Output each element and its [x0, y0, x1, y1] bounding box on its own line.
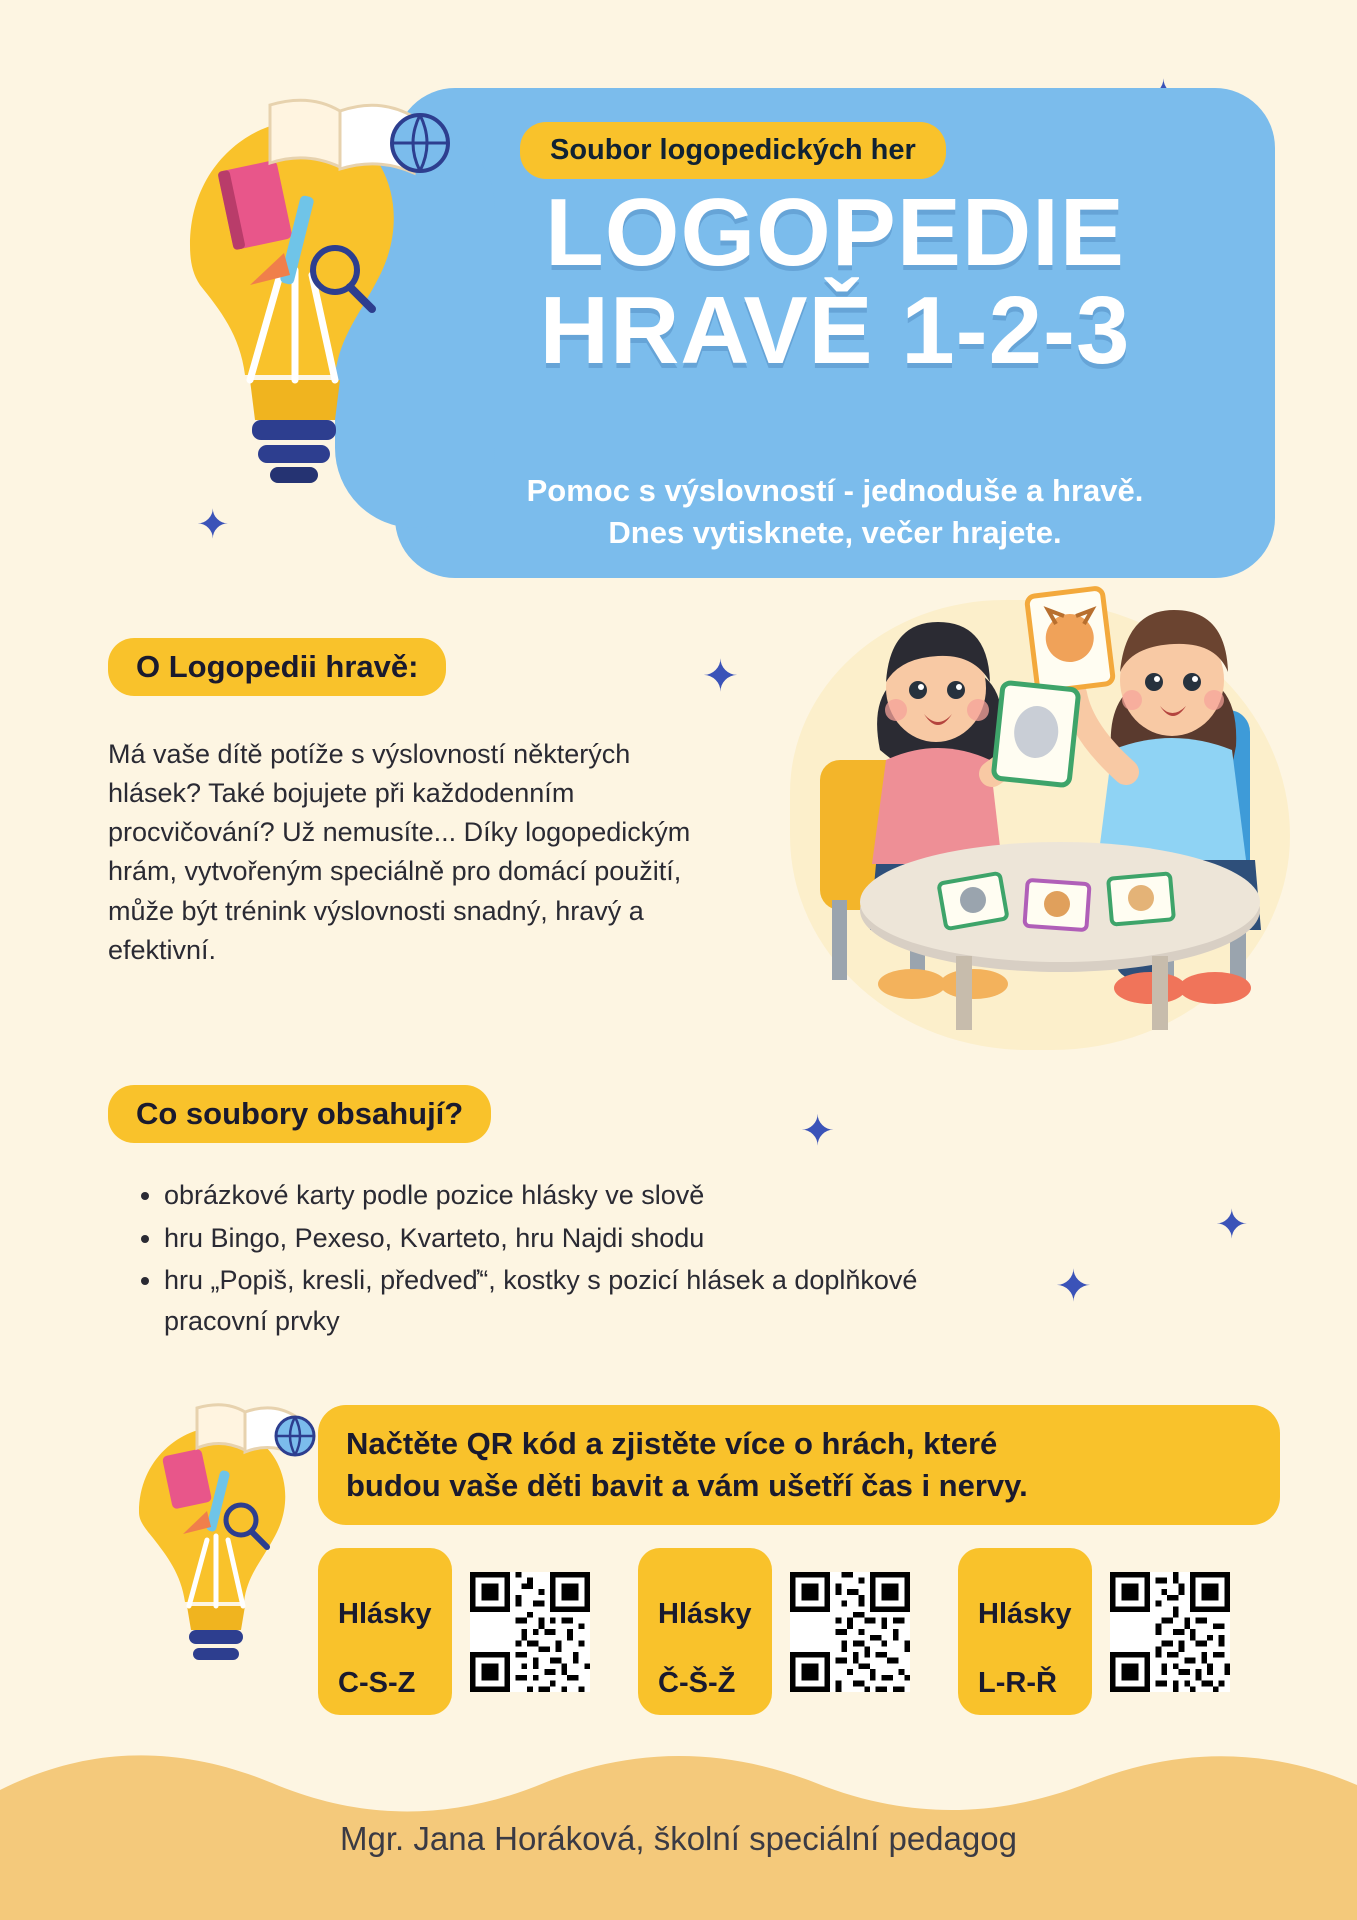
- qr-label-c-s-z: [318, 1548, 452, 1715]
- title-line-1: LOGOPEDIE: [545, 179, 1125, 286]
- qr-code-l-r-r[interactable]: [1110, 1572, 1230, 1692]
- footer-author: Mgr. Jana Horáková, školní speciální pedagog: [340, 1820, 1017, 1857]
- subtitle-line-1: Pomoc s výslovností - jednoduše a hravě.: [526, 473, 1144, 508]
- qr-item-l-r-r[interactable]: [958, 1548, 1230, 1715]
- qr-label-line-2: C-S-Z: [338, 1667, 416, 1700]
- list-item: • hru Bingo, Pexeso, Kvarteto, hru Najdi shodu: [164, 1218, 928, 1259]
- contains-section-title: Co soubory obsahují?: [108, 1085, 491, 1143]
- about-section-title: O Logopedii hravě:: [108, 638, 446, 696]
- qr-code-c-s-z-hacek[interactable]: [790, 1572, 910, 1692]
- qr-item-c-s-z-hacek[interactable]: [638, 1548, 910, 1715]
- sparkle-icon: ✦: [1215, 1203, 1249, 1247]
- qr-label-line-1: Hlásky: [338, 1597, 432, 1630]
- qr-label-line-2: Č-Š-Ž: [658, 1667, 736, 1700]
- qr-banner-line-1: Načtěte QR kód a zjistěte více o hrách, které: [346, 1426, 998, 1461]
- header-subtitle: [400, 470, 1270, 554]
- qr-banner: [318, 1405, 1280, 1525]
- qr-banner-line-2: budou vaše děti bavit a vám ušetří čas i nervy.: [346, 1467, 1028, 1503]
- sparkle-icon: ✦: [702, 652, 739, 701]
- list-item: • obrázkové karty podle pozice hlásky ve slově: [164, 1175, 928, 1216]
- qr-label-line-1: Hlásky: [658, 1597, 752, 1630]
- header-badge: Soubor logopedických her: [520, 122, 946, 179]
- title-line-2: HRAVĚ 1-2-3: [539, 277, 1131, 384]
- list-item: • hru „Popiš, kresli, předveď“, kostky s pozicí hlásek a doplňkové pracovní prvky: [164, 1260, 928, 1341]
- contains-list: [128, 1175, 928, 1343]
- qr-codes-row: [318, 1540, 1298, 1700]
- qr-label-cs-z-hacek: [638, 1548, 772, 1715]
- children-playing-cards-illustration: [760, 560, 1320, 1040]
- qr-label-l-r-r: [958, 1548, 1092, 1715]
- about-paragraph: Má vaše dítě potíže s výslovností některých hlásek? Také bojujete při každodenním procvičování? Už nemusíte... Díky logopedickým hrám, vytvořeným speciálně pro domácí použití, může být trénink výslovnosti snadný, hravý a efektivní.: [108, 739, 691, 965]
- qr-label-line-1: Hlásky: [978, 1597, 1072, 1630]
- subtitle-line-2: Dnes vytisknete, večer hrajete.: [608, 514, 1062, 550]
- qr-item-c-s-z[interactable]: [318, 1548, 590, 1715]
- qr-code-c-s-z[interactable]: [470, 1572, 590, 1692]
- sparkle-icon: ✦: [1055, 1262, 1092, 1311]
- sparkle-icon: ✦: [196, 503, 230, 547]
- lightbulb-with-school-supplies-icon: [105, 1400, 320, 1665]
- qr-label-line-2: L-R-Ř: [978, 1667, 1057, 1700]
- page-title: [400, 179, 1270, 384]
- sparkle-icon: ✦: [800, 1107, 836, 1154]
